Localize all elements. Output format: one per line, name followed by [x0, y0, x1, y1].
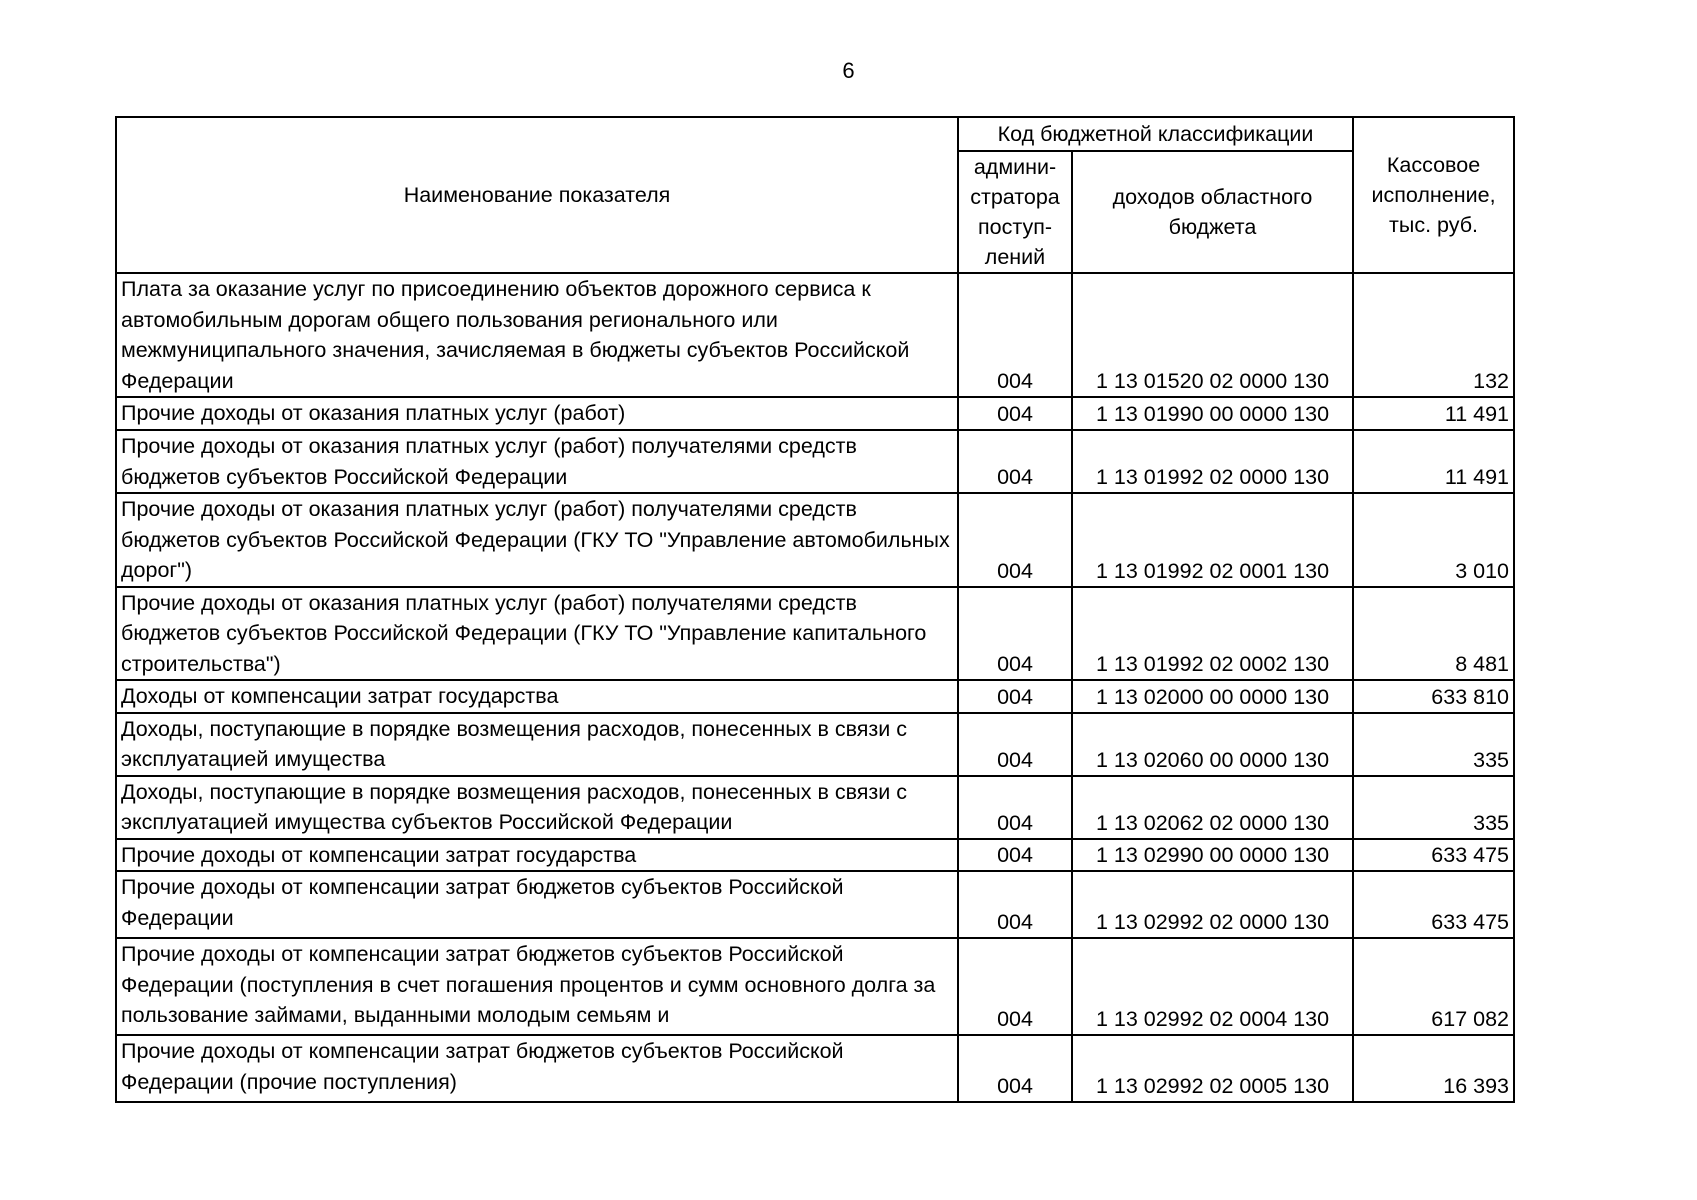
row-income-code: 1 13 01992 02 0000 130: [1072, 430, 1353, 493]
row-income-code: 1 13 02990 00 0000 130: [1072, 839, 1353, 872]
row-name: Прочие доходы от компенсации затрат бюджетов субъектов Российской Федерации (поступления в счет погашения процентов и сумм основного долга за пользование займами, выданными молодым семьям и: [116, 938, 958, 1035]
table-row: [116, 397, 1514, 430]
row-name: Плата за оказание услуг по присоединению объектов дорожного сервиса к автомобильным дорогам общего пользования регионального или межмуниципального значения, зачисляемая в бюджеты субъектов Российской Федерации: [116, 273, 958, 397]
table-body: [116, 273, 1514, 1102]
row-name: Прочие доходы от компенсации затрат бюджетов субъектов Российской Федерации: [116, 871, 958, 938]
row-name: Доходы, поступающие в порядке возмещения расходов, понесенных в связи с эксплуатацией имущества субъектов Российской Федерации: [116, 776, 958, 839]
table-row: [116, 713, 1514, 776]
row-income-code: 1 13 02992 02 0004 130: [1072, 938, 1353, 1035]
row-admin-code: 004: [958, 273, 1072, 397]
row-admin-code: 004: [958, 938, 1072, 1035]
row-sum: 335: [1353, 713, 1514, 776]
row-admin-code: 004: [958, 776, 1072, 839]
row-sum: 335: [1353, 776, 1514, 839]
table-header: [116, 117, 1514, 273]
budget-table: [115, 116, 1515, 1103]
row-income-code: 1 13 02062 02 0000 130: [1072, 776, 1353, 839]
row-admin-code: 004: [958, 397, 1072, 430]
row-admin-code: 004: [958, 713, 1072, 776]
row-income-code: 1 13 01992 02 0001 130: [1072, 493, 1353, 587]
row-sum: 11 491: [1353, 430, 1514, 493]
table-row: [116, 680, 1514, 713]
header-classification-group: Код бюджетной классификации: [958, 117, 1353, 151]
table-row: [116, 871, 1514, 938]
header-name: Наименование показателя: [116, 117, 958, 273]
row-sum: 132: [1353, 273, 1514, 397]
row-admin-code: 004: [958, 1035, 1072, 1102]
table-row: [116, 587, 1514, 681]
table-row: [116, 273, 1514, 397]
row-name: Доходы от компенсации затрат государства: [116, 680, 958, 713]
header-administrator: админи-стратора поступ-лений: [958, 151, 1072, 273]
header-cash-execution: Кассовое исполнение, тыс. руб.: [1353, 117, 1514, 273]
table-row: [116, 493, 1514, 587]
row-name: Прочие доходы от оказания платных услуг (работ) получателями средств бюджетов субъектов Российской Федерации (ГКУ ТО "Управление капитального строительства"): [116, 587, 958, 681]
row-admin-code: 004: [958, 839, 1072, 872]
row-name: Прочие доходы от оказания платных услуг (работ) получателями средств бюджетов субъектов Российской Федерации: [116, 430, 958, 493]
row-name: Прочие доходы от компенсации затрат государства: [116, 839, 958, 872]
row-admin-code: 004: [958, 680, 1072, 713]
row-income-code: 1 13 01992 02 0002 130: [1072, 587, 1353, 681]
row-sum: 633 475: [1353, 839, 1514, 872]
table-row: [116, 938, 1514, 1035]
row-name: Доходы, поступающие в порядке возмещения расходов, понесенных в связи с эксплуатацией имущества: [116, 713, 958, 776]
row-income-code: 1 13 01520 02 0000 130: [1072, 273, 1353, 397]
table-row: [116, 430, 1514, 493]
row-admin-code: 004: [958, 871, 1072, 938]
row-name: Прочие доходы от оказания платных услуг (работ) получателями средств бюджетов субъектов Российской Федерации (ГКУ ТО "Управление автомобильных дорог"): [116, 493, 958, 587]
row-sum: 633 810: [1353, 680, 1514, 713]
row-sum: 11 491: [1353, 397, 1514, 430]
page-number: 6: [842, 58, 855, 83]
row-name: Прочие доходы от компенсации затрат бюджетов субъектов Российской Федерации (прочие поступления): [116, 1035, 958, 1102]
row-sum: 617 082: [1353, 938, 1514, 1035]
row-sum: 16 393: [1353, 1035, 1514, 1102]
table-row: [116, 776, 1514, 839]
row-name: Прочие доходы от оказания платных услуг (работ): [116, 397, 958, 430]
row-sum: 8 481: [1353, 587, 1514, 681]
row-admin-code: 004: [958, 587, 1072, 681]
row-sum: 633 475: [1353, 871, 1514, 938]
header-income-code: доходов областного бюджета: [1072, 151, 1353, 273]
row-income-code: 1 13 02000 00 0000 130: [1072, 680, 1353, 713]
row-sum: 3 010: [1353, 493, 1514, 587]
table-row: [116, 839, 1514, 872]
table-row: [116, 1035, 1514, 1102]
row-admin-code: 004: [958, 493, 1072, 587]
row-income-code: 1 13 02060 00 0000 130: [1072, 713, 1353, 776]
row-income-code: 1 13 02992 02 0000 130: [1072, 871, 1353, 938]
row-income-code: 1 13 01990 00 0000 130: [1072, 397, 1353, 430]
row-income-code: 1 13 02992 02 0005 130: [1072, 1035, 1353, 1102]
row-admin-code: 004: [958, 430, 1072, 493]
